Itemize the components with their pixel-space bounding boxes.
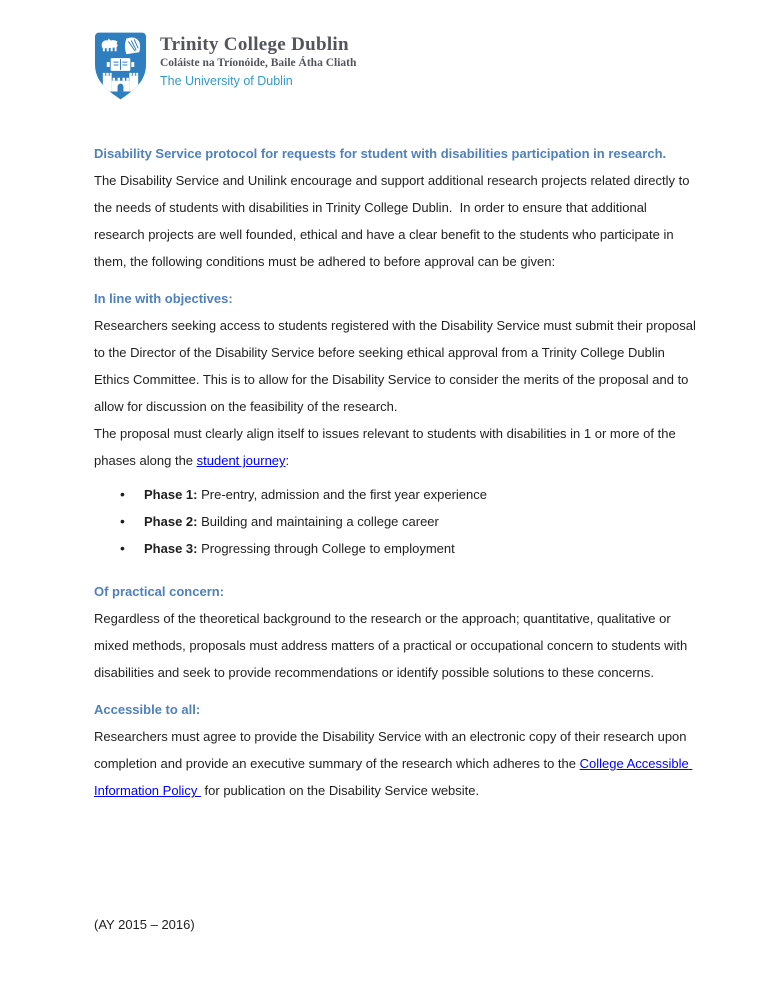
phase-3-text: Progressing through College to employment: [197, 541, 455, 556]
academic-year-footer: (AY 2015 – 2016): [94, 917, 195, 932]
document-title: Disability Service protocol for requests for student with disabilities participation in research.: [94, 146, 667, 161]
journey-text-after: :: [285, 453, 290, 468]
tcd-shield-icon: [94, 31, 147, 101]
section-objectives-heading: In line with objectives:: [94, 291, 233, 306]
section-practical-heading: Of practical concern:: [94, 584, 225, 599]
phase-3-label: Phase 3:: [144, 541, 198, 556]
document-content: [94, 0, 700, 804]
phase-1-label: Phase 1:: [144, 487, 198, 502]
phase-2-text: Building and maintaining a college career: [197, 514, 439, 529]
phase-1-text: Pre-entry, admission and the first year experience: [197, 487, 487, 502]
list-item-phase-2: [94, 508, 700, 535]
logo-title: Trinity College Dublin: [160, 34, 349, 55]
section-practical-body: Regardless of the theoretical background to the research or the approach; quantitative, qualitative or mixed methods, proposals must address matters of a practical or occupational concern to students with disabilities and seek to provide recommendations or identify possible solutions to these concerns.: [94, 611, 691, 680]
accessible-information-policy-link[interactable]: College Accessible Information Policy: [94, 756, 693, 798]
student-journey-link[interactable]: student journey: [196, 453, 286, 468]
tcd-logo: [94, 31, 700, 103]
section-accessible-heading: Accessible to all:: [94, 702, 201, 717]
list-item-phase-3: [94, 535, 700, 562]
logo-text: [160, 31, 356, 90]
accessible-text-after: for publication on the Disability Service website.: [200, 783, 480, 798]
journey-paragraph: [94, 420, 700, 474]
logo-tagline: The University of Dublin: [160, 74, 293, 88]
journey-text-before: The proposal must clearly align itself to issues relevant to students with disabilities in 1 or more of the phases along the: [94, 426, 680, 468]
section-accessible: [94, 696, 700, 804]
section-objectives: [94, 285, 700, 420]
phase-2-label: Phase 2:: [144, 514, 198, 529]
section-practical: [94, 578, 700, 686]
accessible-text-before: Researchers must agree to provide the Disability Service with an electronic copy of their research upon completion and provide an executive summary of the research which adheres to the: [94, 729, 691, 771]
section-accessible-body: [94, 723, 700, 804]
intro-paragraph: The Disability Service and Unilink encourage and support additional research projects related directly to the needs of students with disabilities in Trinity College Dublin. In order to ensure that additional research projects are well founded, ethical and have a clear benefit to the students who participate in them, the following conditions must be adhered to before approval can be given:: [94, 173, 694, 269]
section-objectives-body: Researchers seeking access to students registered with the Disability Service must submit their proposal to the Director of the Disability Service before seeking ethical approval from a Trinity College Dublin Ethics Committee. This is to allow for the Disability Service to consider the merits of the proposal and to allow for discussion on the feasibility of the research.: [94, 318, 700, 414]
phases-list: [94, 481, 700, 562]
logo-subtitle: Coláiste na Tríonóide, Baile Átha Cliath: [160, 57, 357, 69]
list-item-phase-1: [94, 481, 700, 508]
